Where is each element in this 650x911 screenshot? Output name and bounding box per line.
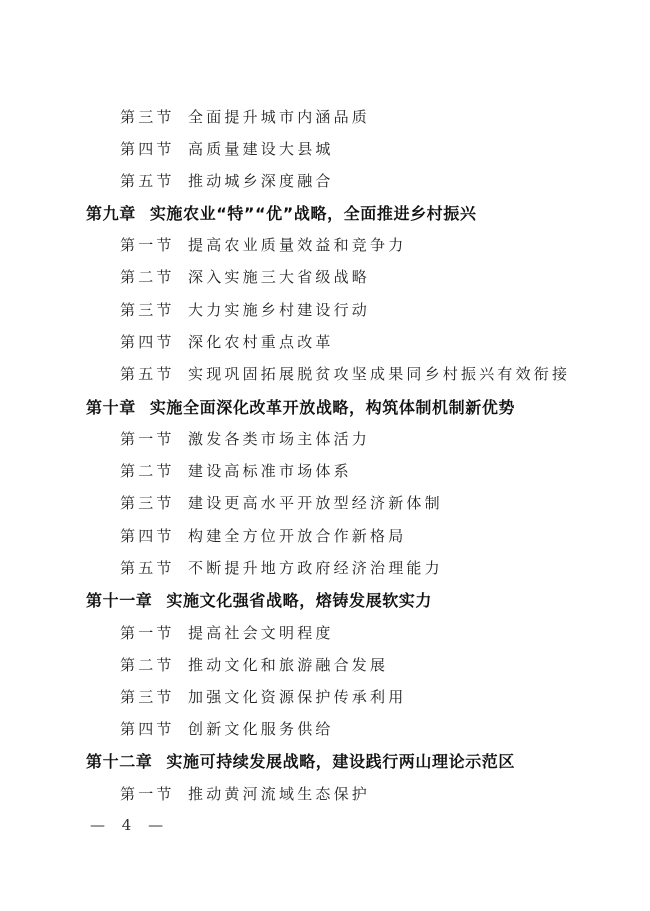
toc-section-entry xyxy=(120,367,570,382)
section-number: 第五节 xyxy=(120,365,175,383)
toc-section-entry xyxy=(120,464,352,479)
section-title: 加强文化资源保护传承利用 xyxy=(188,688,407,706)
section-title: 推动城乡深度融合 xyxy=(188,172,334,190)
section-number: 第五节 xyxy=(120,172,175,190)
section-number: 第二节 xyxy=(120,656,175,674)
section-number: 第四节 xyxy=(120,333,175,351)
toc-section-entry xyxy=(120,174,334,189)
section-title: 推动黄河流域生态保护 xyxy=(188,785,371,803)
section-number: 第三节 xyxy=(120,494,175,512)
toc-section-entry xyxy=(120,335,334,350)
section-title: 创新文化服务供给 xyxy=(188,720,334,738)
section-title: 不断提升地方政府经济治理能力 xyxy=(188,559,443,577)
chapter-number: 第十二章 xyxy=(86,752,153,771)
section-title: 推动文化和旅游融合发展 xyxy=(188,656,389,674)
chapter-number: 第十章 xyxy=(86,398,136,417)
toc-chapter-heading xyxy=(86,206,476,222)
section-number: 第四节 xyxy=(120,720,175,738)
chapter-title: 实施可持续发展战略，建设践行两山理论示范区 xyxy=(166,752,516,771)
toc-section-entry xyxy=(120,722,334,737)
toc-section-entry xyxy=(120,270,370,285)
section-number: 第三节 xyxy=(120,688,175,706)
toc-section-entry xyxy=(120,658,388,673)
section-title: 实现巩固拓展脱贫攻坚成果同乡村振兴有效衔接 xyxy=(188,365,571,383)
section-number: 第五节 xyxy=(120,559,175,577)
section-title: 全面提升城市内涵品质 xyxy=(188,108,371,126)
chapter-title: 实施文化强省战略，熔铸发展软实力 xyxy=(166,591,433,610)
section-title: 提高农业质量效益和竞争力 xyxy=(188,236,407,254)
section-title: 深化农村重点改革 xyxy=(188,333,334,351)
toc-chapter-heading xyxy=(86,400,515,416)
toc-section-entry xyxy=(120,238,406,253)
toc-chapter-heading xyxy=(86,754,515,770)
section-number: 第一节 xyxy=(120,624,175,642)
section-title: 建设高标准市场体系 xyxy=(188,462,352,480)
toc-section-entry xyxy=(120,626,334,641)
toc-section-entry xyxy=(120,432,370,447)
section-title: 建设更高水平开放型经济新体制 xyxy=(188,494,443,512)
toc-section-entry xyxy=(120,142,334,157)
toc-section-entry xyxy=(120,110,370,125)
section-number: 第三节 xyxy=(120,301,175,319)
section-number: 第一节 xyxy=(120,430,175,448)
chapter-number: 第十一章 xyxy=(86,591,153,610)
section-number: 第二节 xyxy=(120,462,175,480)
section-number: 第四节 xyxy=(120,140,175,158)
section-title: 提高社会文明程度 xyxy=(188,624,334,642)
toc-section-entry xyxy=(120,529,406,544)
section-number: 第三节 xyxy=(120,108,175,126)
section-number: 第二节 xyxy=(120,268,175,286)
section-title: 构建全方位开放合作新格局 xyxy=(188,527,407,545)
section-number: 第一节 xyxy=(120,236,175,254)
page-number: — 4 — xyxy=(90,816,170,834)
toc-section-entry xyxy=(120,496,443,511)
toc-section-entry xyxy=(120,690,406,705)
chapter-title: 实施全面深化改革开放战略，构筑体制机制新优势 xyxy=(149,398,516,417)
section-title: 深入实施三大省级战略 xyxy=(188,268,371,286)
section-title: 高质量建设大县城 xyxy=(188,140,334,158)
section-title: 大力实施乡村建设行动 xyxy=(188,301,371,319)
toc-section-entry xyxy=(120,303,370,318)
section-title: 激发各类市场主体活力 xyxy=(188,430,371,448)
toc-chapter-heading xyxy=(86,593,432,609)
chapter-number: 第九章 xyxy=(86,204,136,223)
toc-section-entry xyxy=(120,787,370,802)
chapter-title: 实施农业“特”“优”战略，全面推进乡村振兴 xyxy=(149,204,477,223)
section-number: 第四节 xyxy=(120,527,175,545)
section-number: 第一节 xyxy=(120,785,175,803)
toc-section-entry xyxy=(120,561,443,576)
